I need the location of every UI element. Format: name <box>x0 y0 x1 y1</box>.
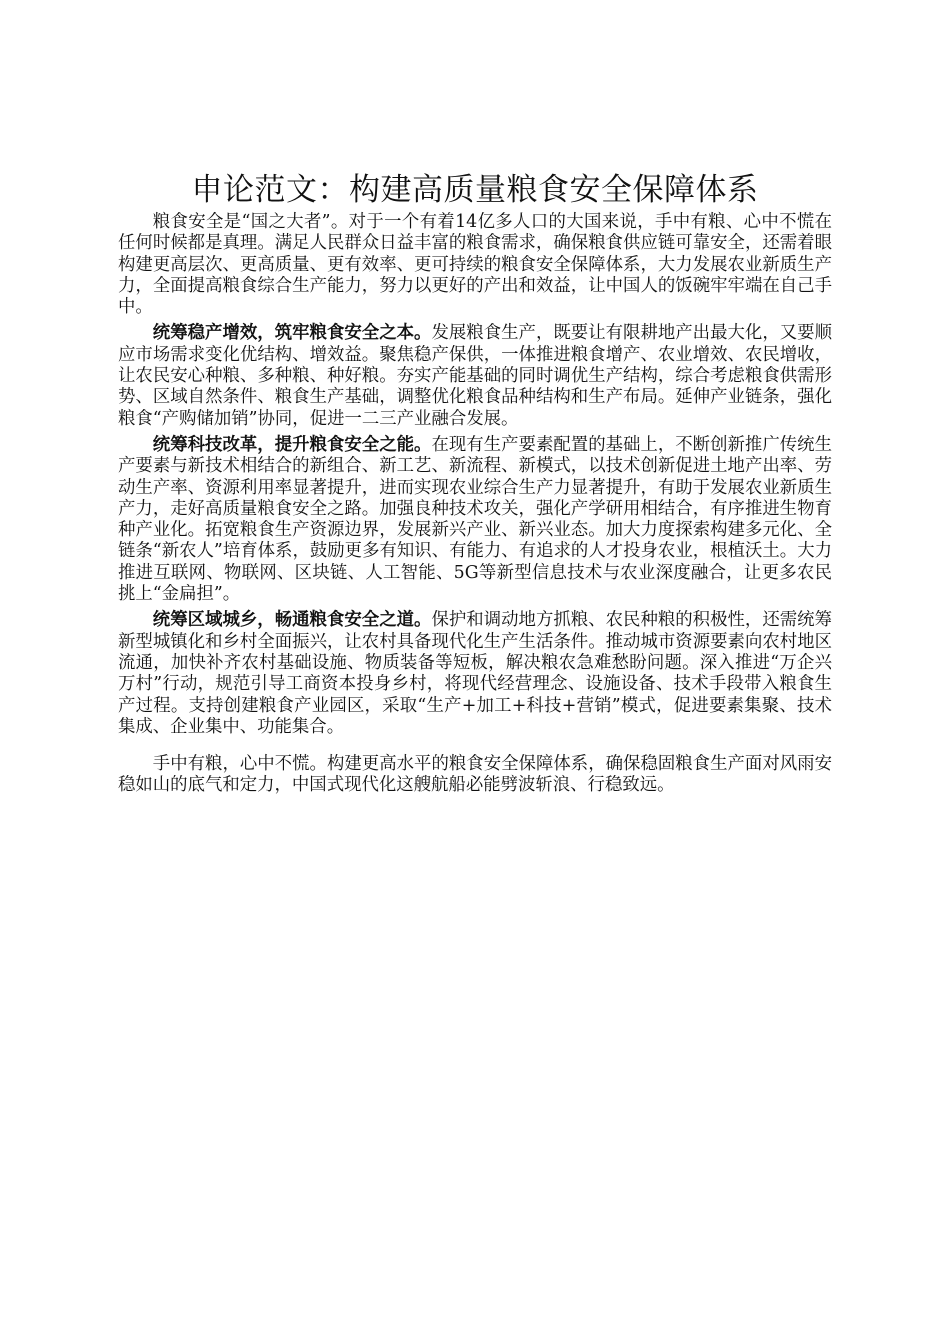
section-body-2: 在现有生产要素配置的基础上，不断创新推广传统生产要素与新技术相结合的新组合、新工艺、新流程、新模式，以技术创新促进土地产出率、劳动生产率、资源利用率显著提升，进而实现农业综合生产力显著提升，有助于发展农业新质生产力，走好高质量粮食安全之路。加强良种技术攻关，强化产学研用相结合，有序推进生物育种产业化。拓宽粮食生产资源边界，发展新兴产业、新兴业态。加大力度探索构建多元化、全链条“新农人”培育体系，鼓励更多有知识、有能力、有追求的人才投身农业，根植沃土。大力推进互联网、物联网、区块链、人工智能、5G等新型信息技术与农业深度融合，让更多农民挑上“金扁担”。 <box>118 434 832 605</box>
section-heading-2: 统筹科技改革，提升粮食安全之能。 <box>152 434 432 455</box>
section-paragraph-3 <box>118 610 832 738</box>
section-body-3: 保护和调动地方抓粮、农民种粮的积极性，还需统筹新型城镇化和乡村全面振兴，让农村具备现代化生产生活条件。推动城市资源要素向农村地区流通，加快补齐农村基础设施、物质装备等短板，解决粮农急难愁盼问题。深入推进“万企兴万村”行动，规范引导工商资本投身乡村，将现代经营理念、设施设备、技术手段带入粮食生产过程。支持创建粮食产业园区，采取“生产+加工+科技+营销”模式，促进要素集聚、技术集成、企业集中、功能集合。 <box>118 610 832 737</box>
section-heading-1: 统筹稳产增效，筑牢粮食安全之本。 <box>152 323 432 344</box>
section-paragraph-1 <box>118 323 832 429</box>
section-heading-3: 统筹区域城乡，畅通粮食安全之道。 <box>152 610 432 631</box>
section-body-1: 发展粮食生产，既要让有限耕地产出最大化，又要顺应市场需求变化优结构、增效益。聚焦稳产保供，一体推进粮食增产、农业增效、农民增收，让农民安心种粮、多种粮、种好粮。夯实产能基础的同时调优生产结构，综合考虑粮食供需形势、区域自然条件、粮食生产基础，调整优化粮食品种结构和生产布局。延伸产业链条，强化粮食“产购储加销”协同，促进一二三产业融合发展。 <box>118 323 832 429</box>
document-title: 申论范文：构建高质量粮食安全保障体系 <box>191 172 759 208</box>
closing-paragraph: 手中有粮，心中不慌。构建更高水平的粮食安全保障体系，确保稳固粮食生产面对风雨安稳如山的底气和定力，中国式现代化这艘航船必能劈波斩浪、行稳致远。 <box>118 754 832 796</box>
intro-paragraph: 粮食安全是“国之大者”。对于一个有着14亿多人口的大国来说，手中有粮、心中不慌在任何时候都是真理。满足人民群众日益丰富的粮食需求，确保粮食供应链可靠安全，还需着眼构建更高层次、更高质量、更有效率、更可持续的粮食安全保障体系，大力发展农业新质生产力，全面提高粮食综合生产能力，努力以更好的产出和效益，让中国人的饭碗牢牢端在自己手中。 <box>118 212 832 318</box>
document-body <box>118 168 832 797</box>
section-paragraph-2 <box>118 435 832 605</box>
